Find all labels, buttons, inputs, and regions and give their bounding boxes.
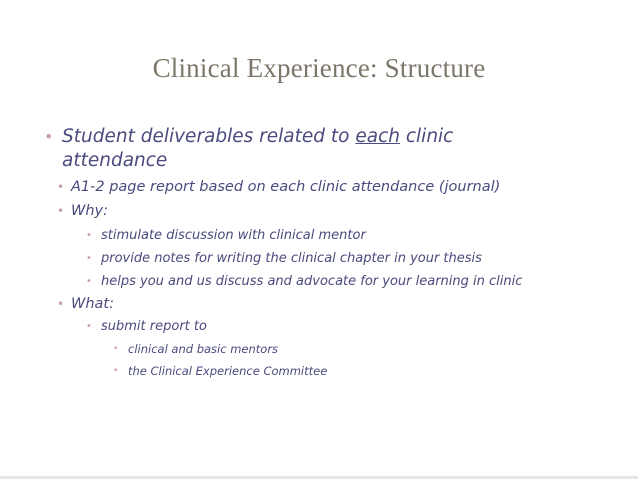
bullet-marker: • — [57, 297, 65, 311]
bullet-helps-advocate — [0, 273, 621, 290]
bullet-text: the Clinical Experience Committee — [128, 364, 328, 378]
bullet-stimulate-discussion — [0, 227, 621, 244]
bullet-text: provide notes for writing the clinical chapter in your thesis — [101, 251, 482, 266]
bullet-text-underlined: each — [355, 126, 400, 147]
bullet-marker: • — [86, 253, 92, 264]
slide-body — [0, 125, 638, 379]
bullet-text: submit report to — [101, 319, 207, 334]
bullet-committee — [0, 363, 608, 379]
bullet-marker: • — [86, 276, 92, 287]
bullet-text: stimulate discussion with clinical mentor — [101, 228, 366, 243]
bullet-marker: • — [86, 321, 92, 332]
bullet-text: helps you and us discuss and advocate for your learning in clinic — [101, 274, 523, 289]
bullet-marker: • — [57, 180, 65, 194]
bullet-why — [0, 202, 551, 221]
bullet-text: What: — [71, 296, 114, 312]
bullet-mentors — [0, 341, 608, 357]
bullet-what — [0, 295, 551, 314]
bullet-report — [0, 178, 551, 197]
bullet-provide-notes — [0, 250, 621, 267]
bullet-student-deliverables — [0, 125, 522, 173]
bullet-text: clinical and basic mentors — [128, 342, 279, 356]
slide-title: Clinical Experience: Structure — [152, 53, 486, 83]
bullet-marker: • — [113, 366, 119, 376]
bullet-marker: • — [113, 344, 119, 354]
bullet-marker: • — [44, 127, 54, 146]
bullet-text-before: Student deliverables related to — [62, 126, 356, 147]
bullet-submit-report — [0, 318, 621, 335]
bullet-text: Why: — [71, 203, 108, 219]
bullet-marker: • — [86, 230, 92, 241]
bullet-marker: • — [57, 204, 65, 218]
bullet-text-after: clinic attendance — [62, 126, 454, 171]
bullet-text: A1-2 page report based on each clinic attendance (journal) — [71, 179, 501, 195]
